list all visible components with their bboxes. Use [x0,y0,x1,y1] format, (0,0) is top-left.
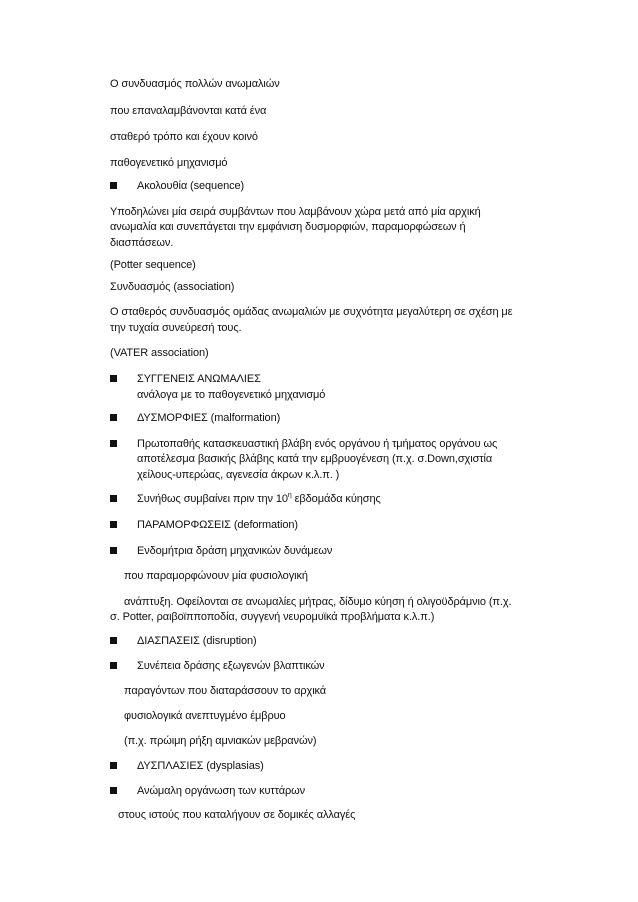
example-line: (VATER association) [110,347,209,359]
heading-disruption: ΔΙΑΣΠΑΣΕΙΣ (disruption) [137,635,257,647]
text-line: παθογενετικό μηχανισμό [110,157,228,169]
square-bullet-icon [110,375,117,382]
text-line: σ. Potter, ραιβοϊπποποδία, συγγενή νευρομυϊκά προβλήματα κ.λ.π.) [110,611,435,623]
square-bullet-icon [110,787,117,794]
text-line: Υποδηλώνει μία σειρά συμβάντων που λαμβάνουν χώρα μετά από μία αρχική [110,206,481,218]
heading-sequence: Ακολουθία (sequence) [137,180,245,192]
text-line: Ενδομήτρια δράση μηχανικών δυνάμεων [137,545,333,557]
text-line: Ο σταθερός συνδυασμός ομάδας ανωμαλιών με συχνότητα μεγαλύτερη σε σχέση με [110,306,513,318]
text-segment: Συνήθως συμβαίνει πριν την 10 [137,493,288,505]
text-line [137,492,381,506]
text-line: Ανώμαλη οργάνωση των κυττάρων [137,785,306,797]
text-line: την τυχαία συνεύρεσή τους. [110,322,242,334]
text-segment: εβδομάδα κύησης [291,493,381,505]
square-bullet-icon [110,414,117,421]
square-bullet-icon [110,495,117,502]
square-bullet-icon [110,637,117,644]
square-bullet-icon [110,440,117,447]
text-line: σταθερό τρόπο και έχουν κοινό [110,131,258,143]
text-line: διασπάσεων. [110,237,174,249]
square-bullet-icon [110,182,117,189]
heading-congenital-anomalies: ΣΥΓΓΕΝΕΙΣ ΑΝΩΜΑΛΙΕΣ [137,373,261,385]
text-line: στους ιστούς που καταλήγουν σε δομικές αλλαγές [118,809,356,821]
text-line: παραγόντων που διαταράσσουν το αρχικά [124,685,327,697]
text-line: (π.χ. πρώιμη ρήξη αμνιακών μεβρανών) [124,735,317,747]
example-line: (Potter sequence) [110,259,196,271]
heading-malformation: ΔΥΣΜΟΡΦΙΕΣ (malformation) [137,412,281,424]
square-bullet-icon [110,521,117,528]
text-line: που επαναλαμβάνονται κατά ένα [110,105,267,117]
superscript: η [287,492,292,499]
heading-dysplasias: ΔΥΣΠΛΑΣΙΕΣ (dysplasias) [137,760,264,772]
square-bullet-icon [110,762,117,769]
text-line: αποτέλεσμα βασικής βλάβης κατά την εμβρυογένεση (π.χ. σ.Down,σχιστία [137,453,493,465]
text-line: ανωμαλία και συνεπάγεται την εμφάνιση δυσμορφιών, παραμορφώσεων ή [110,221,466,233]
text-line: Πρωτοπαθής κατασκευαστική βλάβη ενός οργάνου ή τμήματος οργάνου ως [137,438,498,450]
text-line: φυσιολογικά ανεπτυγμένο έμβρυο [124,710,286,722]
square-bullet-icon [110,547,117,554]
text-line: ανάπτυξη. Οφείλονται σε ανωμαλίες μήτρας, δίδυμο κύηση ή ολιγοϋδράμνιο (π.χ. [124,596,512,608]
text-line: Συνέπεια δράσης εξωγενών βλαπτικών [137,660,325,672]
text-line: που παραμορφώνουν μία φυσιολογική [124,570,308,582]
heading-deformation: ΠΑΡΑΜΟΡΦΩΣΕΙΣ (deformation) [137,519,298,531]
text-line: Ο συνδυασμός πολλών ανωμαλιών [110,78,280,90]
text-line: χείλους-υπερώας, αγενεσία άκρων κ.λ.π. ) [137,469,340,481]
text-line: ανάλογα με το παθογενετικό μηχανισμό [137,389,326,401]
heading-association: Συνδυασμός (association) [110,281,235,293]
square-bullet-icon [110,662,117,669]
